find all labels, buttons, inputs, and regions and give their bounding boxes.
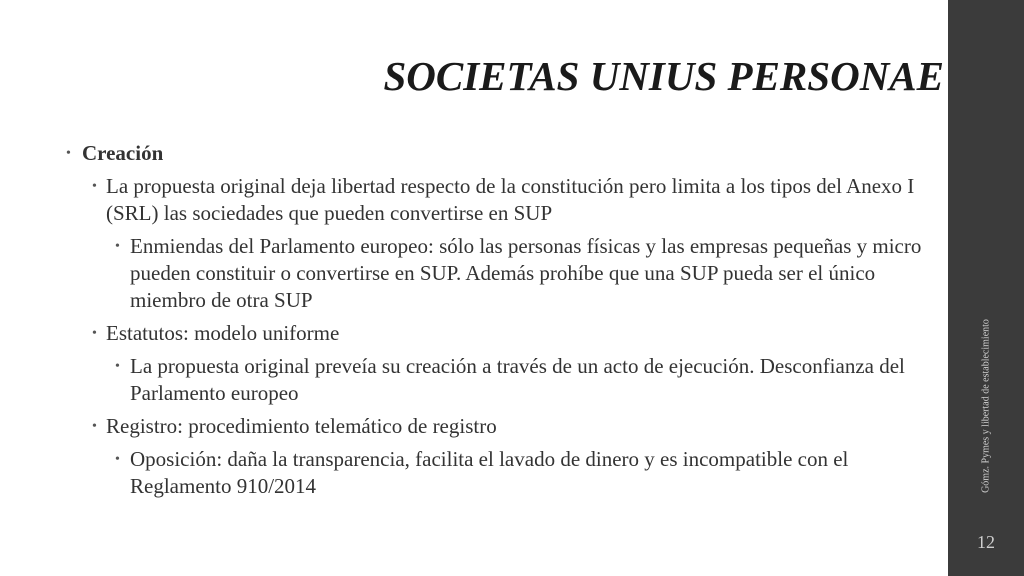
bullet-item-creacion [60, 140, 940, 167]
bullet-item-oposicion [60, 446, 940, 500]
bullet-icon: • [92, 419, 97, 434]
bullet-icon: • [66, 146, 71, 161]
bullet-text: Creación [82, 141, 164, 165]
footer [976, 308, 996, 504]
bullet-text: Enmiendas del Parlamento europeo: sólo las personas físicas y las empresas pequeñas y micro pueden constituir o convertirse en SUP. Además prohíbe que una SUP pueda ser el único miembro de otra SUP [130, 234, 922, 312]
slide-title: SOCIETAS UNIUS PERSONAE [383, 53, 944, 99]
bullet-icon: • [115, 239, 120, 254]
page-number: 12 [977, 532, 995, 552]
bullet-item-propuesta-original [60, 173, 940, 227]
bullet-text: Estatutos: modelo uniforme [106, 321, 340, 345]
bullet-item-acto-ejecucion [60, 353, 940, 407]
bullet-text: La propuesta original deja libertad respecto de la constitución pero limita a los tipos del Anexo I (SRL) las sociedades que pueden convertirse en SUP [106, 174, 915, 225]
bullet-item-registro [60, 413, 940, 440]
bullet-text: Oposición: daña la transparencia, facilita el lavado de dinero y es incompatible con el Reglamento 910/2014 [130, 447, 849, 498]
bullet-item-estatutos [60, 320, 940, 347]
bullet-icon: • [92, 326, 97, 341]
footer-text: Gómz. Pymes y libertad de establecimiento [980, 319, 992, 493]
bullet-text: Registro: procedimiento telemático de registro [106, 414, 497, 438]
bullet-text: La propuesta original preveía su creación a través de un acto de ejecución. Desconfianza del Parlamento europeo [130, 354, 905, 405]
bullet-icon: • [115, 359, 120, 374]
bullet-icon: • [92, 179, 97, 194]
bullet-list [60, 140, 940, 506]
bullet-item-enmiendas [60, 233, 940, 314]
bullet-icon: • [115, 452, 120, 467]
